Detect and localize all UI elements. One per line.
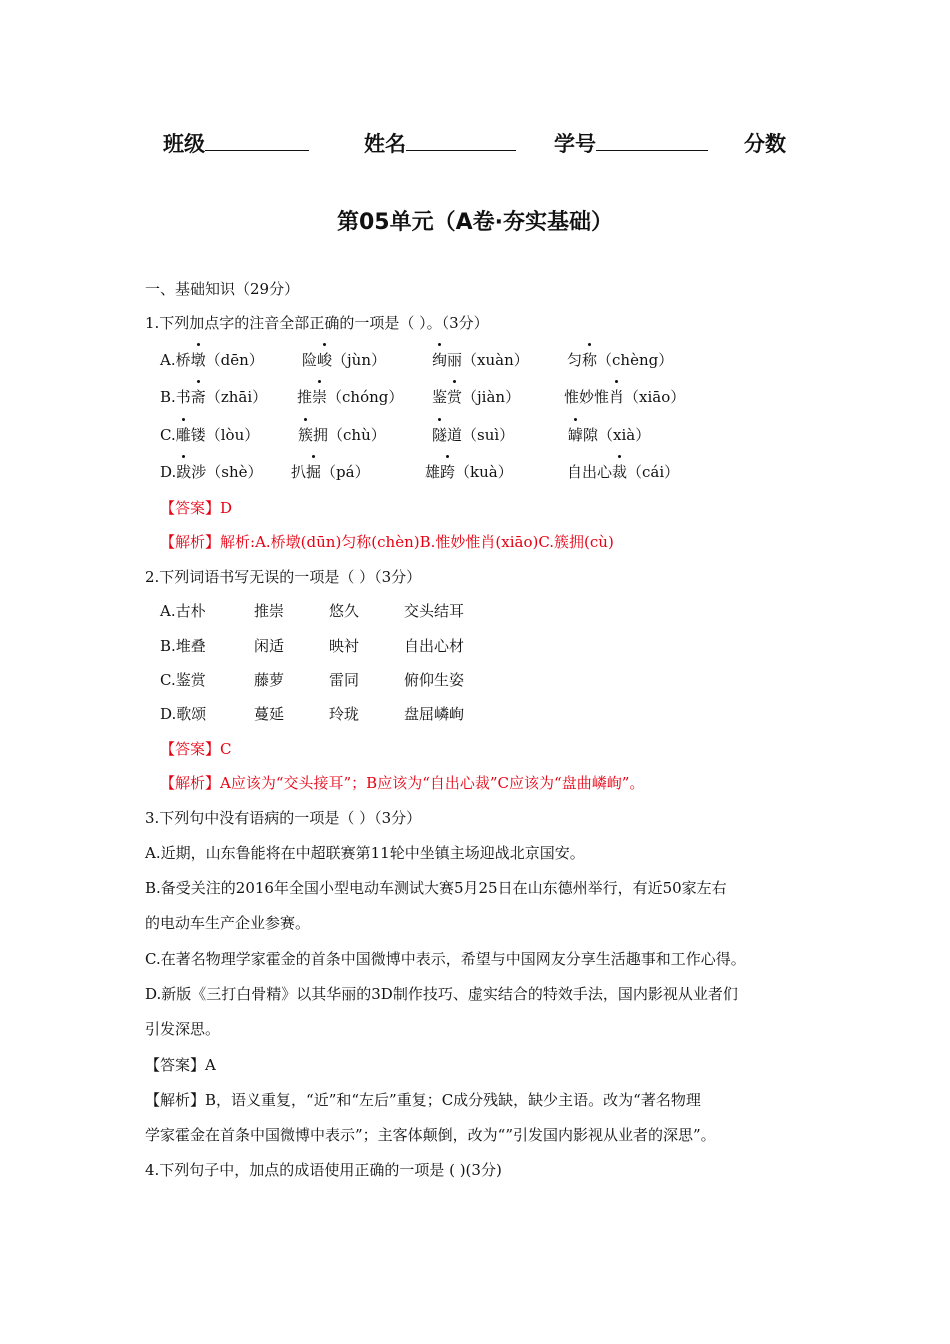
score-field — [744, 128, 786, 158]
q1-c-2: 簇拥（chù） — [298, 426, 386, 444]
q3-option-d-line2: 引发深思。 — [145, 1020, 221, 1038]
q1-answer: 【答案】D — [160, 499, 233, 517]
name-label: 姓名 — [364, 132, 406, 156]
q2-opt-a-2: 推崇 — [254, 602, 285, 620]
q2-opt-b-2: 闲适 — [254, 637, 285, 655]
name-field — [364, 128, 516, 158]
q1-analysis: 【解析】解析:A.桥墩(dūn)匀称(chèn)B.惟妙惟肖(xiāo)C.簇拥(cù) — [160, 533, 614, 551]
q4-stem: 4.下列句子中，加点的成语使用正确的一项是 ( )(3分) — [145, 1161, 502, 1179]
q3-option-a: A.近期，山东鲁能将在中超联赛第11轮中坐镇主场迎战北京国安。 — [145, 844, 585, 862]
q2-opt-c-2: 藤萝 — [254, 671, 285, 689]
class-label: 班级 — [163, 132, 205, 156]
class-field — [163, 128, 309, 158]
q1-a-3: 绚丽（xuàn） — [432, 351, 529, 369]
q3-option-d-line1: D.新版《三打白骨精》以其华丽的3D制作技巧、虚实结合的特效手法，国内影视从业者们 — [145, 985, 738, 1003]
id-field — [554, 128, 708, 158]
q3-analysis-line2: 学家霍金在首条中国微博中表示”；主客体颠倒，改为“”引发国内影视从业者的深思”。 — [145, 1126, 716, 1144]
q1-b-3: 鉴赏（jiàn） — [432, 388, 521, 406]
q1-c-3: 隧道（suì） — [432, 426, 515, 444]
q3-answer: 【答案】A — [145, 1056, 216, 1074]
q2-opt-b-1: B.堆叠 — [160, 637, 206, 655]
q2-analysis: 【解析】A应该为“交头接耳”；B应该为“自出心裁”C应该为“盘曲嶙峋”。 — [160, 774, 645, 792]
q2-opt-a-4: 交头结耳 — [404, 602, 465, 620]
q1-c-1: C.雕镂（lòu） — [160, 426, 260, 444]
q2-answer: 【答案】C — [160, 740, 232, 758]
q3-option-c: C.在著名物理学家霍金的首条中国微博中表示，希望与中国网友分享生活趣事和工作心得。 — [145, 950, 746, 968]
q2-opt-c-3: 雷同 — [329, 671, 360, 689]
q1-d-3: 雄跨（kuà） — [425, 463, 513, 481]
q3-option-b-line2: 的电动车生产企业参赛。 — [145, 914, 311, 932]
q1-stem: 1.下列加点字的注音全部正确的一项是（ ）。（3分） — [145, 314, 489, 332]
q1-b-4: 惟妙惟肖（xiāo） — [564, 388, 686, 406]
q1-a-4: 匀称（chèng） — [567, 351, 674, 369]
name-blank[interactable] — [406, 130, 516, 151]
q3-stem: 3.下列句中没有语病的一项是（ ）（3分） — [145, 809, 422, 827]
q1-a-2: 险峻（jùn） — [302, 351, 387, 369]
q2-opt-b-4: 自出心材 — [404, 637, 465, 655]
q2-opt-a-1: A.古朴 — [160, 602, 206, 620]
q2-stem: 2.下列词语书写无误的一项是（ ）（3分） — [145, 568, 422, 586]
q1-b-2: 推崇（chóng） — [297, 388, 404, 406]
q1-b-1: B.书斋（zhāi） — [160, 388, 268, 406]
q1-c-4: 罅隙（xià） — [568, 426, 651, 444]
q2-opt-d-4: 盘屈嶙峋 — [404, 705, 465, 723]
q1-a-1: A.桥墩（dēn） — [160, 351, 264, 369]
q2-opt-a-3: 悠久 — [329, 602, 360, 620]
q3-analysis-line1: 【解析】B，语义重复，“近”和“左后”重复；C成分残缺，缺少主语。改为“著名物理 — [145, 1091, 701, 1109]
q2-opt-b-3: 映衬 — [329, 637, 360, 655]
score-label: 分数 — [744, 132, 786, 156]
q2-opt-c-1: C.鉴赏 — [160, 671, 206, 689]
q1-d-4: 自出心裁（cái） — [567, 463, 680, 481]
q3-option-b-line1: B.备受关注的2016年全国小型电动车测试大赛5月25日在山东德州举行，有近50家左右 — [145, 879, 727, 897]
q2-opt-c-4: 俯仰生姿 — [404, 671, 465, 689]
id-blank[interactable] — [596, 130, 708, 151]
section-heading: 一、基础知识（29分） — [145, 280, 300, 298]
page-title: 第05单元（A卷·夯实基础） — [337, 210, 613, 235]
q2-opt-d-1: D.歌颂 — [160, 705, 207, 723]
q1-d-2: 扒掘（pá） — [291, 463, 370, 481]
q2-opt-d-2: 蔓延 — [254, 705, 285, 723]
class-blank[interactable] — [205, 130, 309, 151]
q2-opt-d-3: 玲珑 — [329, 705, 360, 723]
q1-d-1: D.跋涉（shè） — [160, 463, 263, 481]
id-label: 学号 — [554, 132, 596, 156]
